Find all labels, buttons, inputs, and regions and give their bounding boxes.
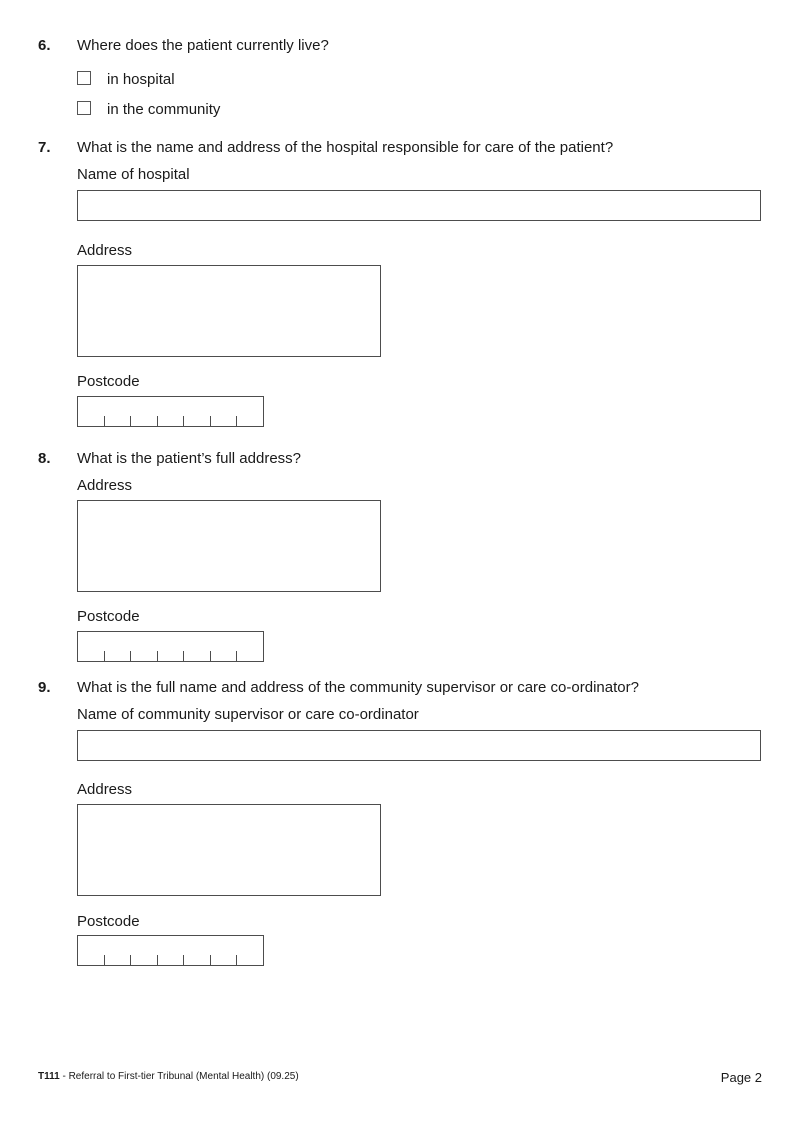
supervisor-postcode-field[interactable] — [77, 935, 264, 966]
supervisor-name-label: Name of community supervisor or care co-ordinator — [77, 706, 419, 723]
postcode-divider — [157, 651, 158, 661]
patient-postcode-label: Postcode — [77, 608, 140, 625]
footer-page-number: Page 2 — [720, 1070, 762, 1085]
footer-form-code: T111 — [38, 1071, 60, 1082]
postcode-divider — [183, 955, 184, 965]
patient-postcode-field[interactable] — [77, 631, 264, 662]
postcode-divider — [210, 651, 211, 661]
question-8-text: What is the patient’s full address? — [77, 450, 302, 467]
hospital-postcode-label: Postcode — [77, 373, 140, 390]
postcode-divider — [236, 955, 237, 965]
postcode-divider — [157, 416, 158, 426]
footer-form-title: - Referral to First-tier Tribunal (Mental Health) (09.25) — [59, 1071, 299, 1082]
postcode-divider — [183, 416, 184, 426]
hospital-postcode-field[interactable] — [77, 396, 264, 427]
supervisor-postcode-label: Postcode — [77, 913, 140, 930]
postcode-divider — [236, 416, 237, 426]
footer-form-reference — [38, 1071, 299, 1082]
patient-address-label: Address — [77, 477, 133, 494]
hospital-address-label: Address — [77, 242, 133, 259]
postcode-divider — [130, 955, 131, 965]
question-9-number: 9. — [38, 679, 51, 696]
hospital-name-label: Name of hospital — [77, 166, 190, 183]
postcode-divider — [210, 416, 211, 426]
question-7-text: What is the name and address of the hospital responsible for care of the patient? — [77, 139, 614, 156]
hospital-name-field[interactable] — [77, 190, 761, 221]
supervisor-name-field[interactable] — [77, 730, 761, 761]
question-9-text: What is the full name and address of the community supervisor or care co-ordinator? — [77, 679, 639, 696]
option-in-community-label: in the community — [107, 101, 221, 118]
question-6-text: Where does the patient currently live? — [77, 37, 329, 54]
postcode-divider — [130, 651, 131, 661]
question-8-number: 8. — [38, 450, 51, 467]
patient-address-field[interactable] — [77, 500, 381, 592]
postcode-divider — [183, 651, 184, 661]
postcode-divider — [104, 651, 105, 661]
hospital-address-field[interactable] — [77, 265, 381, 357]
postcode-divider — [157, 955, 158, 965]
supervisor-address-field[interactable] — [77, 804, 381, 896]
postcode-divider — [104, 955, 105, 965]
postcode-divider — [210, 955, 211, 965]
supervisor-address-label: Address — [77, 781, 133, 798]
question-7-number: 7. — [38, 139, 51, 156]
checkbox-in-community[interactable] — [77, 101, 91, 115]
option-in-hospital-label: in hospital — [107, 71, 175, 88]
postcode-divider — [104, 416, 105, 426]
question-6-number: 6. — [38, 37, 51, 54]
postcode-divider — [236, 651, 237, 661]
postcode-divider — [130, 416, 131, 426]
checkbox-in-hospital[interactable] — [77, 71, 91, 85]
